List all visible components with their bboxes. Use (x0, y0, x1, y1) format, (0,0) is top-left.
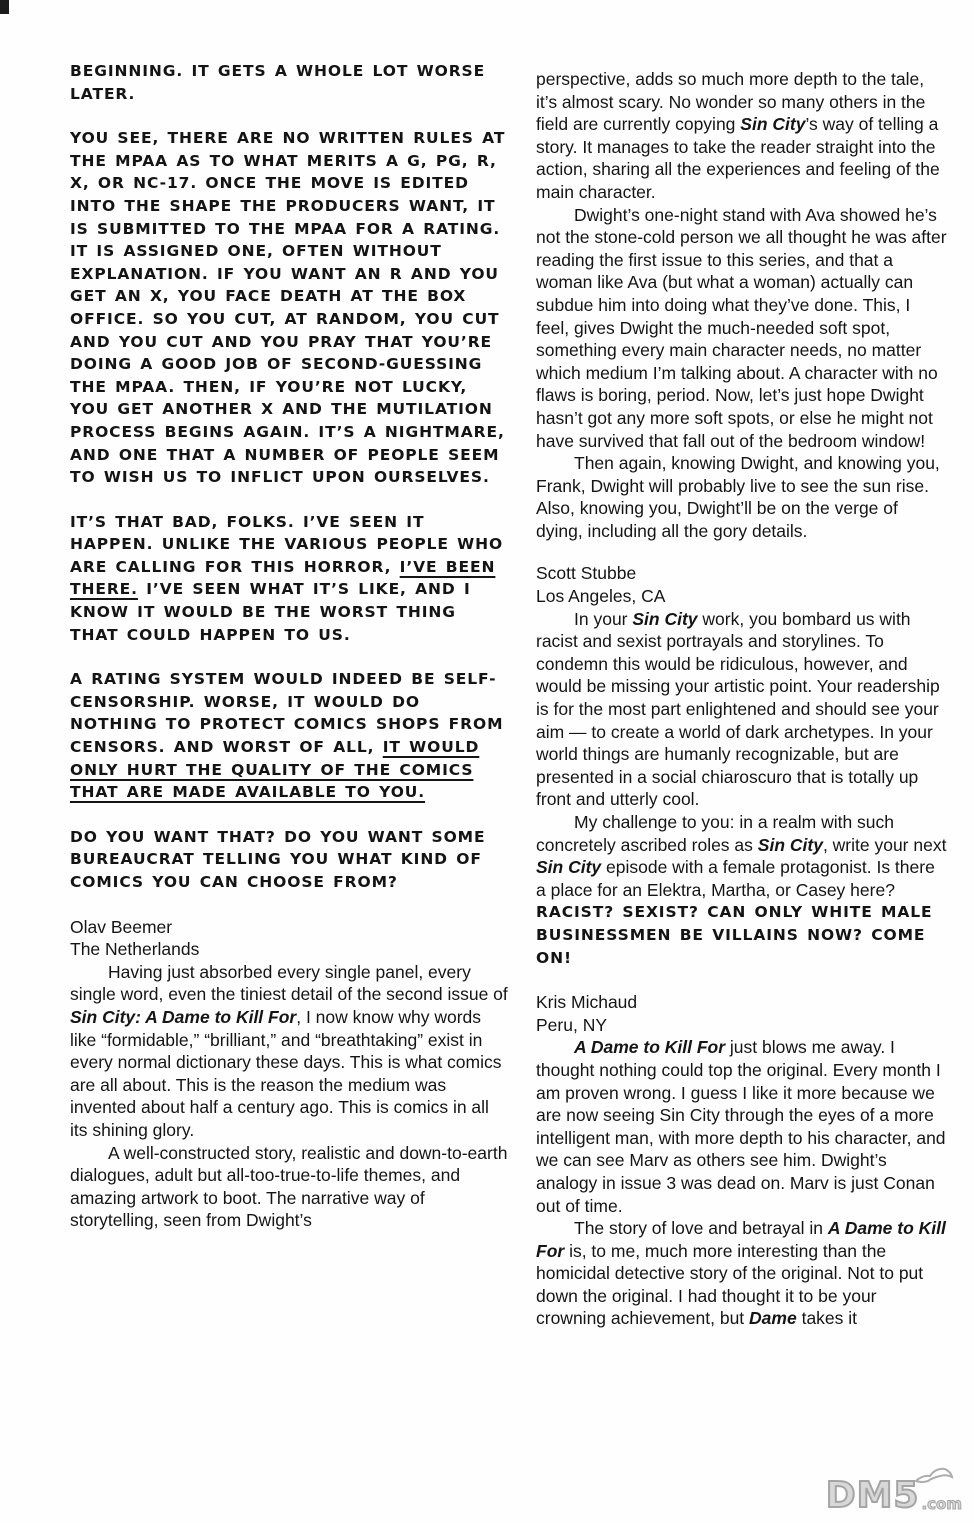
signature-line: The Netherlands (70, 939, 200, 960)
letter-paragraph (70, 1142, 510, 1232)
text-run: In your (574, 608, 633, 629)
hand-lettered-paragraph (536, 901, 948, 969)
text-run: just blows me away. I thought nothing could top the original. Every month I am proven wrong. I guess I like it more because we are now seeing Sin City through the eyes of a more intelligent man, with more depth to his character, and we can see Marv as others see him. Dwight’s analogy in issue 3 was dead on. Marv is just Conan out of time. (536, 1037, 946, 1216)
text-run: Sin City (632, 608, 698, 629)
watermark-suffix: .com (921, 1495, 962, 1513)
text-run: Sin City (740, 114, 806, 135)
text-run: episode with a female protagonist. Is there a place for an Elektra, Martha, or Casey here? (536, 857, 935, 900)
text-run: Then again, knowing Dwight, and knowing you, Frank, Dwight will probably live to see the sun rise. Also, knowing you, Dwight’ll be on the verge of dying, including all the gory details. (536, 453, 940, 541)
hand-lettered-paragraph (70, 60, 510, 105)
letter-paragraph (536, 452, 948, 542)
watermark-logo (825, 1475, 962, 1516)
text-run: ’s way of telling a story. It manages to take the reader straight into the action, sharing all the experiences and feeling of the main character. (536, 114, 940, 202)
text-run: Dame (749, 1308, 797, 1329)
text-run: IT’S THAT BAD, FOLKS. I’VE SEEN IT HAPPEN. UNLIKE THE VARIOUS PEOPLE WHO ARE CALLING FOR THIS HORROR, (70, 512, 504, 576)
text-run: A well-constructed story, realistic and down-to-earth dialogues, adult but all-too-true-to-life themes, and amazing artwork to boot. The narrative way of storytelling, seen from Dwight’s (70, 1142, 508, 1231)
text-run: Sin City: A Dame to Kill For (70, 1006, 297, 1027)
signature-line: Scott Stubbe (536, 563, 637, 584)
letter-paragraph (536, 68, 948, 204)
text-run: takes it (796, 1308, 858, 1329)
scooter-rider-icon (912, 1465, 954, 1490)
hand-lettered-paragraph (70, 511, 510, 647)
text-run: work, you bombard us with racist and sexist portrayals and storylines. To condemn this would be ridiculous, however, and would be missing your artistic point. Your readership is for the most part enlightened and should see your aim — to create a world of dark archetypes. In your world things are humanly recognizable, but are presented in a social chiaroscuro that is totally up front and utterly cool. (536, 608, 940, 810)
text-run: I’VE SEEN WHAT IT’S LIKE, AND I KNOW IT WOULD BE THE WORST THING THAT COULD HAPPEN TO US. (70, 580, 471, 644)
signature-line: Olav Beemer (70, 916, 173, 937)
text-run: Sin City (757, 834, 823, 855)
text-run: Having just absorbed every single panel, every single word, even the tiniest detail of the second issue of (70, 961, 508, 1005)
left-column (70, 60, 510, 1330)
text-run: is, to me, much more interesting than the homicidal detective story of the original. Not to put down the original. I had thought it to be your crowning achievement, but (536, 1240, 924, 1329)
text-run: Sin City (536, 857, 602, 878)
text-run: BEGINNING. IT GETS A WHOLE LOT WORSE LATER. (70, 62, 486, 103)
text-run: , I now know why words like “formidable,” “brilliant,” and “breathtaking” exist in every normal dictionary these days. This is what comics are all about. This is the reason the medium was invented about half a century ago. This is comics in all its shining glory. (70, 1006, 502, 1140)
signature-line: Peru, NY (536, 1014, 607, 1035)
hand-lettered-paragraph (70, 826, 510, 894)
hand-lettered-paragraph (70, 127, 510, 489)
text-run: YOU SEE, THERE ARE NO WRITTEN RULES AT THE MPAA AS TO WHAT MERITS A G, PG, R, X, OR NC-17. ONCE THE MOVE IS EDITED INTO THE SHAPE THE PRODUCERS WANT, IT IS SUBMITTED TO THE MPAA FOR A RATING. IT IS ASSIGNED ONE, OFTEN WITHOUT EXPLANATION. IF YOU WANT AN R AND YOU GET AN X, YOU FACE DEATH AT THE BOX OFFICE. SO YOU CUT, AT RANDOM, YOU CUT AND YOU CUT AND YOU PRAY THAT YOU’RE DOING A GOOD JOB OF SECOND-GUESSING THE MPAA. THEN, IF YOU’RE NOT LUCKY, YOU GET ANOTHER X AND THE MUTILATION PROCESS BEGINS AGAIN. IT’S A NIGHTMARE, AND ONE THAT A NUMBER OF PEOPLE SEEM TO WISH US TO INFLICT UPON OURSELVES. (70, 129, 506, 487)
text-run: , write your next (822, 834, 947, 855)
signature-line: Los Angeles, CA (536, 586, 666, 607)
text-run: A Dame to Kill For (536, 1218, 946, 1261)
letter-paragraph (536, 204, 948, 453)
letter-paragraph (536, 1036, 948, 1217)
letter-paragraph (536, 608, 948, 811)
text-run: A RATING SYSTEM WOULD INDEED BE SELF-CENSORSHIP. WORSE, IT WOULD DO NOTHING TO PROTECT COMICS SHOPS FROM CENSORS. AND WORST OF ALL, (70, 670, 504, 757)
text-run: IT WOULD ONLY HURT THE QUALITY OF THE COMICS THAT ARE MADE AVAILABLE TO YOU. (70, 738, 480, 802)
text-run: RACIST? SEXIST? CAN ONLY WHITE MALE BUSINESSMEN BE VILLAINS NOW? COME ON! (536, 903, 933, 967)
text-run: perspective, adds so much more depth to the tale, it’s almost scary. No wonder so many others in the field are currently copying (536, 69, 926, 135)
text-run: My challenge to you: in a realm with such concretely ascribed roles as (536, 812, 895, 855)
signature-line: Kris Michaud (536, 992, 638, 1013)
letter-signature (70, 916, 510, 961)
letter-paragraph (70, 961, 510, 1142)
text-run: A Dame to Kill For (574, 1037, 726, 1058)
letter-signature (536, 562, 948, 607)
letter-paragraph (536, 811, 948, 901)
watermark-name: DM5 (825, 1475, 920, 1516)
letter-paragraph (536, 1217, 948, 1330)
text-run: Dwight’s one-night stand with Ava showed he’s not the stone-cold person we all thought he was after reading the first issue to this series, and that a woman like Ava (but what a woman) actually can subdue him into doing what they’ve done. This, I feel, gives Dwight the much-needed soft spot, something every main character needs, no matter which medium I’m talking about. A character with no flaws is boring, period. Now, let’s just hope Dwight hasn’t got any more soft spots, or else he might not have survived that fall out of the bedroom window! (536, 204, 947, 451)
right-column (536, 60, 948, 1330)
text-run: I’VE BEEN THERE. (70, 557, 496, 599)
letter-signature (536, 991, 948, 1036)
text-run: The story of love and betrayal in (574, 1218, 828, 1239)
text-run: DO YOU WANT THAT? DO YOU WANT SOME BUREAUCRAT TELLING YOU WHAT KIND OF COMICS YOU CAN CHOOSE FROM? (70, 827, 486, 891)
hand-lettered-paragraph (70, 668, 510, 804)
